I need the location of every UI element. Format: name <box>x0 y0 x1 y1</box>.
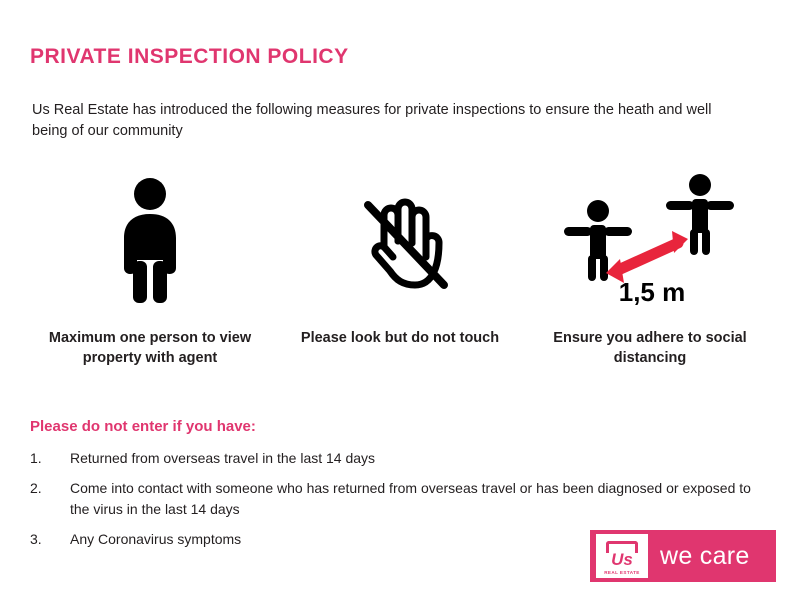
logo-tagline: we care <box>660 541 750 570</box>
social-distancing-icon <box>560 165 740 305</box>
person-standing-icon <box>95 165 205 305</box>
list-item-text: Returned from overseas travel in the last 14 days <box>70 450 376 466</box>
no-touch-hand-icon <box>340 165 460 305</box>
list-item-number: 3. <box>30 530 42 547</box>
measure-column-no-touch <box>280 165 520 368</box>
list-item <box>30 478 770 519</box>
list-item-number: 2. <box>30 480 42 497</box>
measure-column-one-person <box>30 165 270 368</box>
logo-mark-subtitle: REAL ESTATE <box>604 569 640 575</box>
measures-columns <box>30 165 770 368</box>
brand-logo <box>590 530 776 582</box>
page-title: PRIVATE INSPECTION POLICY <box>30 45 349 68</box>
warning-title: Please do not enter if you have: <box>30 418 256 435</box>
measure-caption: Ensure you adhere to social distancing <box>553 330 747 366</box>
svg-text:1,5 m: 1,5 m <box>618 277 686 305</box>
list-item-number: 1. <box>30 450 42 466</box>
measure-caption: Maximum one person to view property with agent <box>48 330 252 366</box>
measure-column-social-distancing <box>530 165 770 368</box>
logo-mark <box>596 534 648 578</box>
intro-paragraph: Us Real Estate has introduced the following measures for private inspections to ensure the heath and well being of our community <box>32 102 712 140</box>
list-item-text: Come into contact with someone who has returned from overseas travel or has been diagnosed or exposed to the virus in the last 14 days <box>70 480 751 517</box>
list-item-text: Any Coronavirus symptoms <box>70 530 242 547</box>
measure-caption: Please look but do not touch <box>300 330 500 346</box>
logo-mark-text: Us <box>611 549 633 569</box>
list-item <box>30 448 770 468</box>
